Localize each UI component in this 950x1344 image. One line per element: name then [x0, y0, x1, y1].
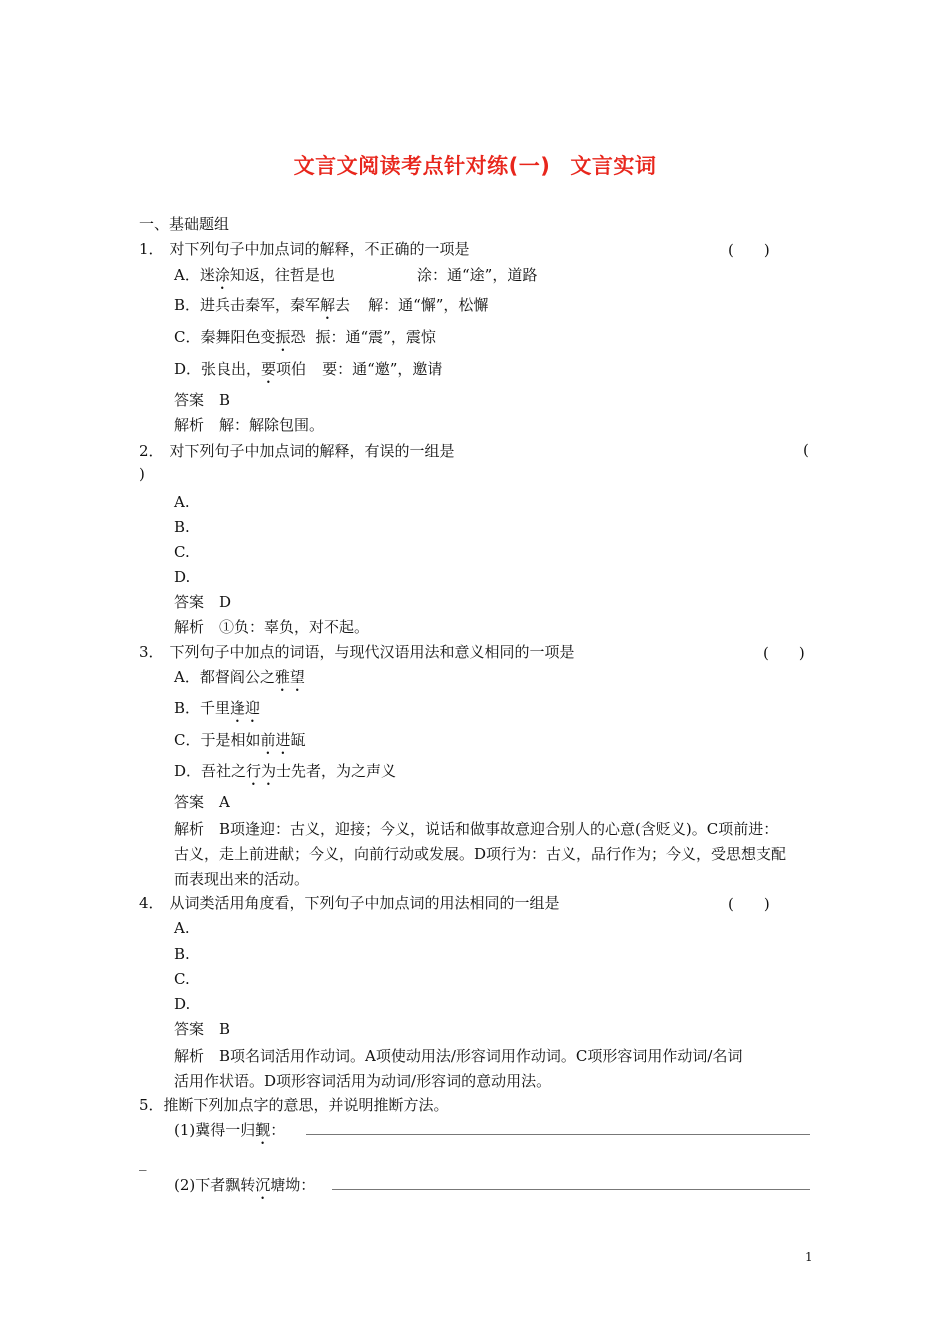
title-main: 文言文阅读考点针对练(一) — [293, 154, 551, 178]
q1-b-dotted-word: 解 — [320, 296, 336, 314]
q5-item-1: (1)冀得一归觐： — [174, 1121, 286, 1139]
q1-a-dotted-word: 涂 — [214, 266, 230, 284]
q2-text: 对下列句子中加点词的解释，有误的一组是 — [169, 442, 455, 460]
q1-analysis: 解析 解：解除包围。 — [174, 416, 325, 434]
q1-answer: 答案 B — [174, 391, 231, 409]
q4-analysis — [174, 1044, 814, 1094]
q5-continuation-dash: _ — [139, 1153, 147, 1171]
q4-analysis-line-1: 解析 B项名词活用作动词。A项使动用法/形容词用作动词。C项形容词用作动词/名词 — [174, 1047, 743, 1065]
q5-stem — [139, 1095, 449, 1115]
q2-paren-open: ( — [803, 441, 809, 459]
q1-text: 对下列句子中加点词的解释，不正确的一项是 — [169, 240, 470, 258]
q2-stem — [139, 441, 455, 461]
q1-number: 1． — [139, 240, 164, 258]
q1-option-b: B．进兵击秦军，秦军解去 解：通“懈”，松懈 — [174, 296, 489, 314]
q5-item-2: (2)下者飘转沉塘坳： — [174, 1176, 316, 1194]
q3-number: 3． — [139, 643, 164, 661]
q3-analysis-line-2: 古义，走上前进献；今义，向前行动或发展。D项行为：古义，品行作为；今义，受思想支配 — [174, 845, 787, 863]
q3-stem — [139, 642, 575, 662]
q5-item-1-dotted-char: 觐 — [255, 1121, 271, 1139]
q3-b-dotted-word: 逢迎 — [230, 699, 261, 717]
title-sub: 文言实词 — [570, 154, 657, 178]
q1-answer-paren: ( ) — [728, 241, 770, 259]
q3-a-dotted-word: 雅望 — [274, 668, 305, 686]
page-number: 1 — [805, 1250, 813, 1264]
q3-analysis — [174, 817, 814, 892]
q1-c-dotted-word: 振 — [275, 328, 291, 346]
q3-c-dotted-word: 前进 — [260, 731, 291, 749]
q2-analysis: 解析 ①负：辜负，对不起。 — [174, 618, 370, 636]
q1-option-a: A．迷涂知返，往哲是也 — [174, 266, 335, 284]
q1-option-c-note: 振：通“震”，震惊 — [315, 328, 436, 346]
q5-text: 推断下列加点字的意思，并说明推断方法。 — [163, 1096, 449, 1114]
q2-paren-close: ) — [139, 465, 145, 483]
q3-option-a: A．都督阎公之雅望 — [174, 668, 305, 686]
q3-analysis-line-1: 解析 B项逢迎：古义，迎接；今义，说话和做事故意迎合别人的心意(含贬义)。C项前进： — [174, 820, 779, 838]
q4-stem — [139, 893, 560, 913]
q5-item-2-answer-line[interactable] — [332, 1189, 810, 1190]
q3-option-d: D．吾社之行为士先者，为之声义 — [174, 762, 397, 780]
q5-item-2-dotted-char: 沉 — [255, 1176, 271, 1194]
q2-option-c: C. — [174, 543, 190, 561]
q3-answer: 答案 A — [174, 793, 230, 811]
q2-option-b: B. — [174, 518, 190, 536]
q4-number: 4． — [139, 894, 164, 912]
q3-option-c: C．于是相如前进缻 — [174, 731, 306, 749]
q4-option-b: B. — [174, 945, 190, 963]
q1-option-d-note: 要：通“邀”，邀请 — [322, 360, 443, 378]
q1-option-c: C．秦舞阳色变振恐 振：通“震”，震惊 — [174, 328, 436, 346]
q1-option-b-note: 解：通“懈”，松懈 — [368, 296, 489, 314]
q1-option-a-note: 涂：通“途”，道路 — [417, 266, 538, 284]
q3-analysis-line-3: 而表现出来的活动。 — [174, 870, 310, 888]
page-title — [0, 150, 950, 180]
q5-number: 5． — [139, 1096, 164, 1114]
q3-answer-paren: ( ) — [763, 644, 805, 662]
q4-option-a: A. — [174, 919, 190, 937]
q1-d-dotted-word: 要 — [261, 360, 277, 378]
q2-option-a: A. — [174, 493, 190, 511]
q4-option-d: D. — [174, 995, 191, 1013]
q4-answer-paren: ( ) — [728, 895, 770, 913]
q4-text: 从词类活用角度看，下列句子中加点词的用法相同的一组是 — [169, 894, 560, 912]
q4-answer: 答案 B — [174, 1020, 231, 1038]
q3-option-b: B．千里逢迎 — [174, 699, 261, 717]
q2-answer: 答案 D — [174, 593, 232, 611]
q1-stem — [139, 239, 470, 259]
q4-option-c: C. — [174, 970, 190, 988]
q1-option-d: D．张良出，要项伯 要：通“邀”，邀请 — [174, 360, 443, 378]
q3-text: 下列句子中加点的词语，与现代汉语用法和意义相同的一项是 — [169, 643, 575, 661]
q2-option-d: D. — [174, 568, 191, 586]
q4-analysis-line-2: 活用作状语。D项形容词活用为动词/形容词的意动用法。 — [174, 1072, 552, 1090]
q5-item-1-answer-line[interactable] — [306, 1134, 810, 1135]
section-heading: 一、基础题组 — [139, 215, 230, 233]
q2-number: 2． — [139, 442, 164, 460]
q3-d-dotted-word: 行为 — [246, 762, 277, 780]
